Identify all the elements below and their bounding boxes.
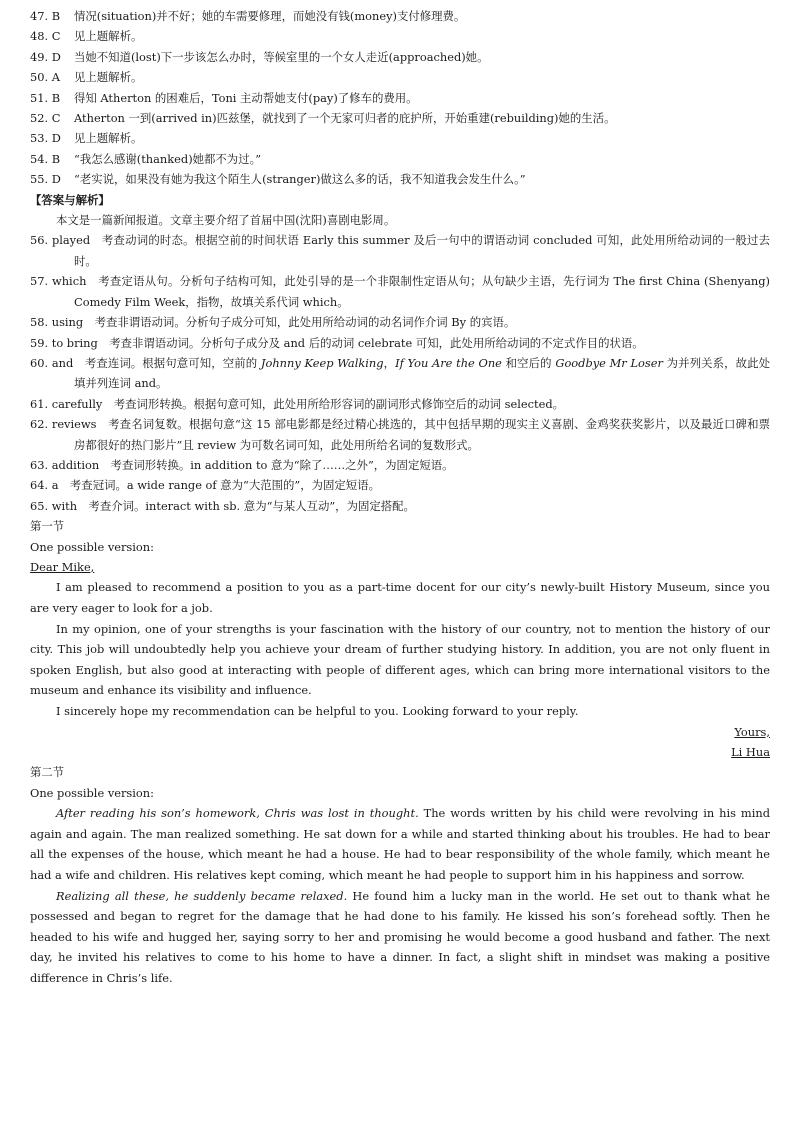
answer-row — [30, 47, 770, 67]
answer-number: 49. D — [30, 49, 61, 64]
closing-text: Yours, — [734, 724, 770, 739]
letter-paragraph-2: In my opinion, one of your strengths is your fascination with the history of our country, not to mention the history of our city. This job will undoubtedly help you achieve your dream of further studying history. In addition, you are not only fluent in spoken English, but also good at interacting with people of different ages, which can bring more international visitors to the museum and enhance its visibility and influence. — [30, 621, 770, 698]
answer-56: 56. played 考查动词的时态。根据空前的时间状语 Early this summer 及后一句中的谓语动词 concluded 可知，此处用所给动词的一般过去时。 — [30, 233, 770, 268]
answer-60 — [30, 353, 770, 394]
letter-signature — [30, 742, 770, 762]
answer-60-sep: ， — [383, 355, 396, 370]
section-heading: 【答案与解析】 — [30, 192, 110, 207]
signature-text: Li Hua — [731, 744, 770, 759]
answer-60-pre: 60. and 考查连词。根据句意可知，空前的 — [30, 355, 261, 370]
essay-paragraph-2 — [30, 886, 770, 989]
essay-opening-1: After reading his son’s homework, Chris was lost in thought. — [56, 806, 419, 821]
answer-row — [30, 26, 770, 46]
letter-body — [30, 577, 770, 721]
answer-number: 54. B — [30, 151, 61, 166]
passage-intro: 本文是一篇新闻报道。文章主要介绍了首届中国(沈阳)喜剧电影周。 — [56, 213, 396, 228]
answer-explanation: “老实说，如果没有她为我这个陌生人(stranger)做这么多的话，我不知道我会发生什么。” — [74, 172, 526, 187]
film-title-2: If You Are the One — [395, 355, 502, 370]
answer-59: 59. to bring 考查非谓语动词。分析句子成分及 and 后的动词 celebrate 可知，此处用所给动词的不定式作目的状语。 — [30, 335, 644, 350]
answer-explanation: 情况(situation)并不好；她的车需要修理，而她没有钱(money)支付修理费。 — [74, 9, 466, 23]
answer-row — [30, 6, 770, 26]
answer-row — [30, 88, 770, 108]
essay-paragraph-1 — [30, 803, 770, 885]
answer-63: 63. addition 考查词形转换。in addition to 意为“除了……之外”，为固定短语。 — [30, 457, 454, 472]
answer-65: 65. with 考查介词。interact with sb. 意为“与某人互动”，为固定搭配。 — [30, 498, 415, 513]
letter-greeting: Dear Mike, — [30, 559, 95, 574]
answer-number: 47. B — [30, 9, 61, 23]
answer-61: 61. carefully 考查词形转换。根据句意可知，此处用所给形容词的副词形式修饰空后的动词 selected。 — [30, 396, 565, 411]
continuation-essay — [30, 803, 770, 988]
answer-row — [30, 149, 770, 169]
answer-number: 55. D — [30, 172, 61, 187]
letter-paragraph-1: I am pleased to recommend a position to you as a part-time docent for our city’s newly-built History Museum, since you are very eager to look for a job. — [30, 580, 770, 615]
letter-closing — [30, 722, 770, 742]
answer-row — [30, 169, 770, 189]
answer-explanation: 见上题解析。 — [74, 70, 143, 85]
section2-title: 第二节 — [30, 765, 65, 780]
section1-version: One possible version: — [30, 539, 154, 554]
answer-row — [30, 67, 770, 87]
answer-row — [30, 128, 770, 148]
section2-version: One possible version: — [30, 785, 154, 800]
answer-explanation: Atherton 一到(arrived in)匹兹堡，就找到了一个无家可归者的庇护所，开始重建(rebuilding)她的生活。 — [74, 111, 616, 126]
answer-explanation: 得知 Atherton 的困难后，Toni 主动帮她支付(pay)了修车的费用。 — [74, 90, 418, 105]
answer-number: 48. C — [30, 29, 61, 44]
answer-row — [30, 108, 770, 128]
essay-opening-2: Realizing all these, he suddenly became relaxed. — [56, 888, 348, 903]
answer-60-mid: 和空后的 — [501, 355, 556, 370]
answer-number: 52. C — [30, 111, 61, 126]
answer-number: 51. B — [30, 90, 61, 105]
answer-explanation: 当她不知道(lost)下一步该怎么办时，等候室里的一个女人走近(approached)她。 — [74, 49, 489, 64]
answer-62: 62. reviews 考查名词复数。根据句意“这 15 部电影都是经过精心挑选的，其中包括早期的现实主义喜剧、金鸡奖获奖影片，以及最近口碑和票房都很好的热门影片”且 review 为可数名词可知，此处用所给名词的复数形式。 — [30, 417, 770, 452]
answer-explanation: 见上题解析。 — [74, 29, 143, 44]
answer-57: 57. which 考查定语从句。分析句子结构可知，此处引导的是一个非限制性定语从句；从句缺少主语，先行词为 The first China (Shenyang) Comedy Film Week，指物，故填关系代词 which。 — [30, 274, 770, 309]
answer-60-post: 为并列关系，故此处填并列连词 and。 — [74, 355, 770, 391]
answer-explanation: 见上题解析。 — [74, 131, 143, 146]
film-title-3: Goodbye Mr Loser — [555, 355, 663, 370]
film-title-1: Johnny Keep Walking — [260, 355, 384, 370]
answers-block-a — [30, 6, 770, 190]
answer-number: 50. A — [30, 70, 60, 85]
answer-explanation: “我怎么感谢(thanked)她都不为过。” — [74, 151, 262, 166]
answer-page — [30, 6, 770, 989]
answer-58: 58. using 考查非谓语动词。分析句子成分可知，此处用所给动词的动名词作介词 By 的宾语。 — [30, 315, 516, 330]
answer-64: 64. a 考查冠词。a wide range of 意为“大范围的”，为固定短语。 — [30, 478, 380, 493]
section1-title: 第一节 — [30, 519, 65, 534]
letter-paragraph-3: I sincerely hope my recommendation can be helpful to you. Looking forward to your reply. — [56, 703, 579, 718]
answer-number: 53. D — [30, 131, 61, 146]
essay-text-2: He found him a lucky man in the world. He set out to thank what he possessed and began to regret for the damage that he had done to his family. He kissed his son’s forehead softly. Then he headed to his wife and hugged her, saying sorry to her and promising he would become a good husband and father. The next day, he invited his relatives to come to his home to have a dinner. In fact, a slight shift in mindset was making a positive difference in Chris’s life. — [30, 888, 770, 985]
essay-text-1: The words written by his child were revolving in his mind again and again. The man realized something. He sat down for a while and started thinking about his troubles. He had to bear all the expenses of the house, which meant he had a house. He had to bear responsibility of the whole family, which meant he had a wife and children. His relatives kept coming, which meant he had people to support him in his happiness and sorrow. — [30, 806, 770, 882]
